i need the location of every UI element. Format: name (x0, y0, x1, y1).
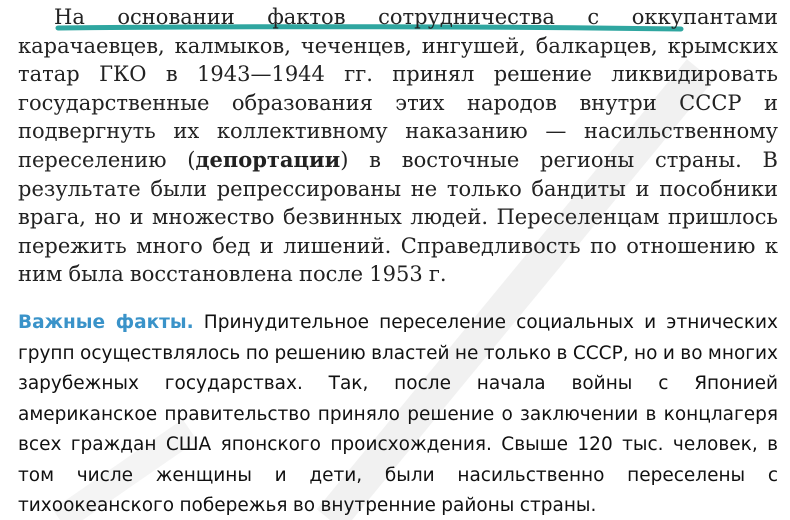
paragraph-text-part1: карачаевцев, калмыков, чеченцев, ингушей, балкарцев, крымских татар ГКО в 1943—1944 гг. принял решение ликвидировать государственные образования этих народов внутри СССР и подвергнуть их коллективному наказанию — насильственному переселению ( (18, 33, 778, 172)
important-facts-text: Принудительное переселение социальных и этнических групп осуществлялось по решению властей не только в СССР, но и во многих зарубежных государствах. Так, после начала войны с Японией американское правительство приняло решение о заключении в концлагеря всех граждан США японского происхождения. Свыше 120 тыс. человек, в том числе женщины и дети, были насильственно переселены с тихоокеанского побережья во внутренние районы страны. (18, 312, 778, 516)
paragraph-text-part2: ) в восточные регионы страны. В результате были репрессированы не только бандиты и пособники врага, но и множество безвинных людей. Переселенцам пришлось пережить много бед и лишений. Справедливость по отношению к ним была восстановлена после 1953 г. (18, 147, 778, 287)
term-deportation: депортации (195, 146, 341, 172)
important-facts-label: Важные факты. (18, 312, 194, 333)
highlighted-phrase: На основании фактов сотрудничества с оккупантами (54, 5, 778, 29)
important-facts-block (18, 308, 778, 520)
main-paragraph (18, 3, 778, 289)
